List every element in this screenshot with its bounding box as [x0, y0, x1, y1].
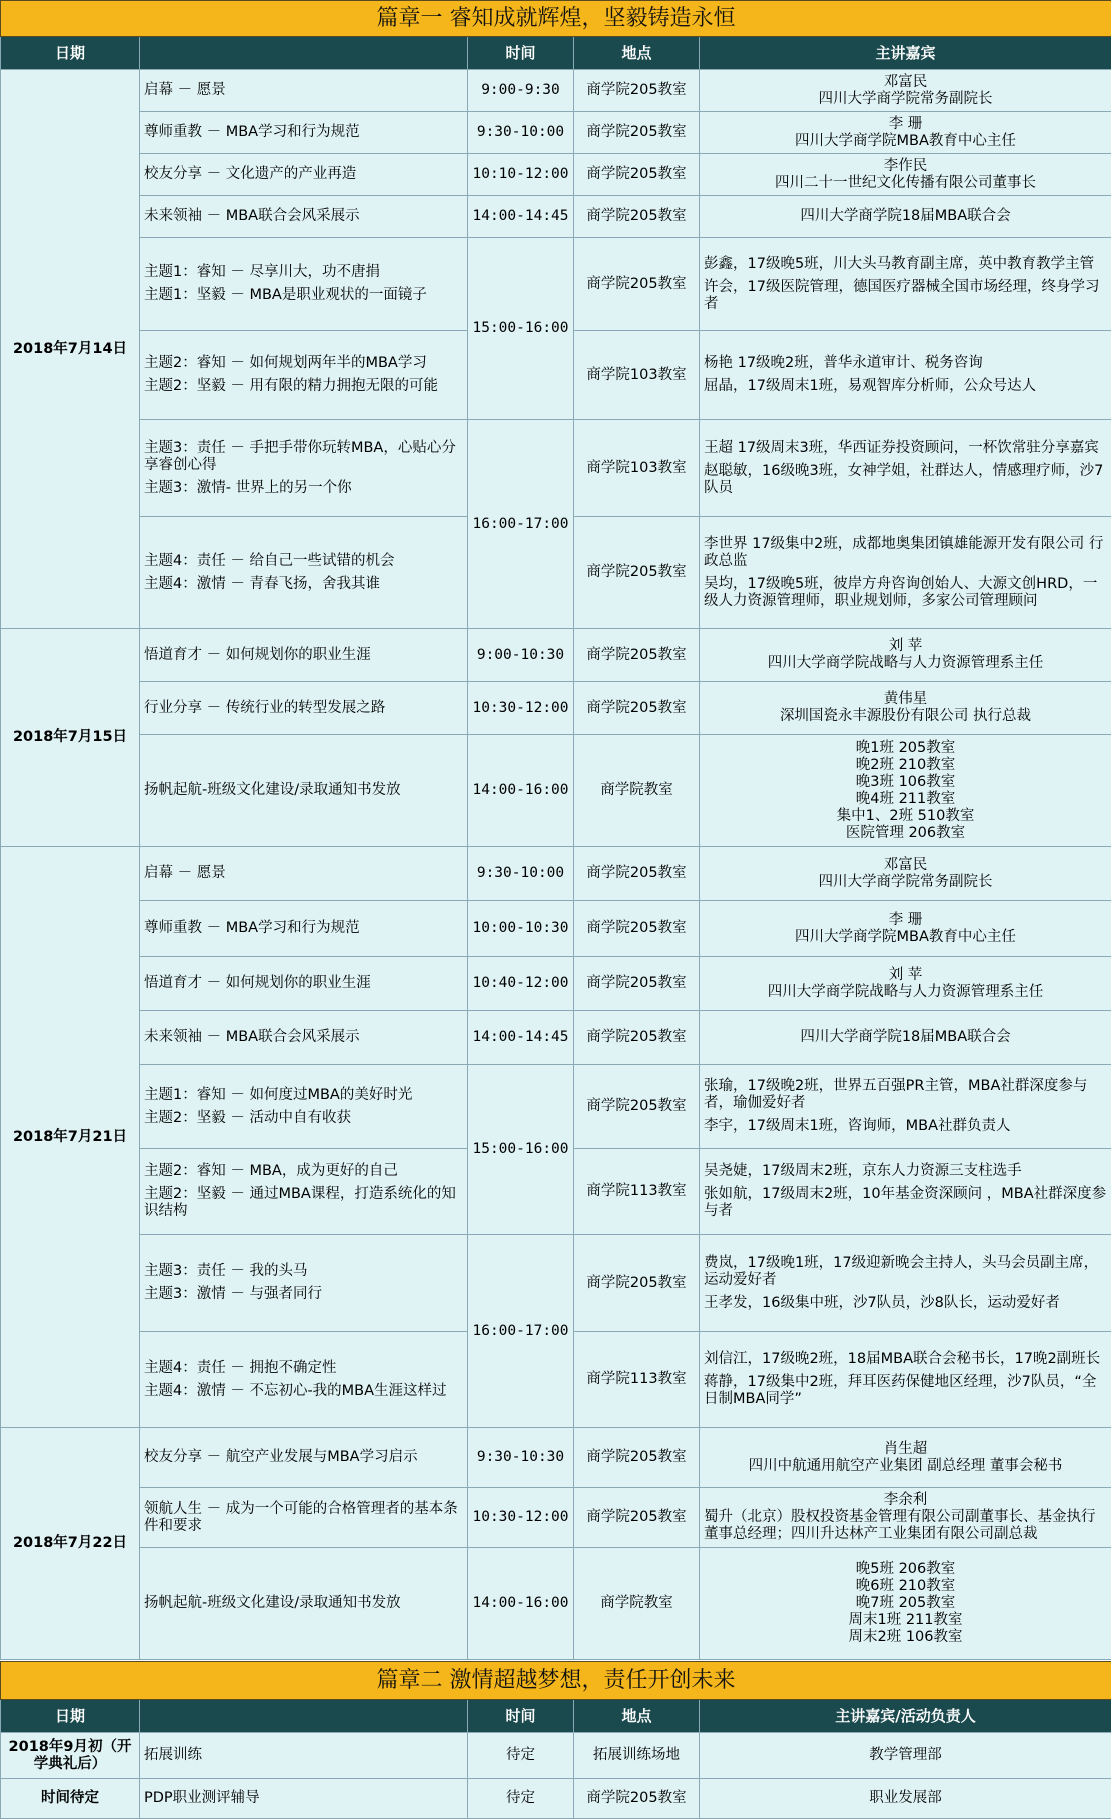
header-location: 地点 [574, 37, 700, 70]
date-cell: 2018年7月15日 [1, 629, 140, 847]
speaker-cell [700, 154, 1111, 196]
item-cell [140, 238, 468, 331]
item-cell: 领航人生 － 成为一个可能的合格管理者的基本条件和要求 [140, 1488, 468, 1548]
table-row [1, 112, 1111, 154]
header-date: 日期 [1, 1700, 140, 1733]
speaker-name: 邓富民 [883, 73, 928, 90]
table-row [1, 238, 1111, 331]
topic-line: 主题1：睿知 － 如何度过MBA的美好时光 [144, 1086, 413, 1103]
location-cell: 商学院205教室 [574, 1011, 700, 1065]
speaker-name: 李 珊 [888, 115, 923, 132]
table-row [1, 1733, 1111, 1779]
time-cell: 14:00-14:45 [468, 1011, 574, 1065]
speaker-line: 张如航，17级周末2班，10年基金资深顾问 ，MBA社群深度参与者 [704, 1186, 1107, 1219]
time-cell: 待定 [468, 1733, 574, 1779]
table-row [1, 957, 1111, 1011]
speaker-cell [700, 957, 1111, 1011]
speaker-cell [700, 901, 1111, 957]
speaker-cell [700, 70, 1111, 112]
speaker-cell [700, 735, 1111, 847]
item-cell [140, 1235, 468, 1332]
speaker-cell [700, 1235, 1111, 1332]
speaker-cell [700, 847, 1111, 901]
chapter1-title: 篇章一 睿知成就辉煌，坚毅铸造永恒 [1, 1, 1111, 37]
topic-line: 主题2：睿知 － MBA，成为更好的自己 [144, 1163, 398, 1179]
speaker-name: 李 珊 [888, 911, 923, 928]
time-cell: 9:00-9:30 [468, 70, 574, 112]
topic-line: 主题3：责任 － 我的头马 [144, 1263, 308, 1279]
topic-line: 主题2：睿知 － 如何规划两年半的MBA学习 [144, 355, 427, 371]
item-cell: 尊师重教 － MBA学习和行为规范 [140, 901, 468, 957]
date-cell: 2018年7月14日 [1, 70, 140, 629]
location-cell: 商学院205教室 [574, 901, 700, 957]
speaker-cell [700, 1149, 1111, 1235]
item-cell: PDP职业测评辅导 [140, 1779, 468, 1819]
location-cell: 商学院205教室 [574, 238, 700, 331]
item-cell: 拓展训练 [140, 1733, 468, 1779]
table-row [1, 629, 1111, 682]
time-cell: 16:00-17:00 [468, 420, 574, 629]
speaker-cell [700, 517, 1111, 629]
location-cell: 商学院205教室 [574, 1488, 700, 1548]
speaker-line: 许会，17级医院管理，德国医疗器械全国市场经理，终身学习者 [704, 278, 1100, 312]
time-cell: 9:30-10:30 [468, 1428, 574, 1488]
table-row [1, 682, 1111, 735]
speaker-name: 黄伟星 [883, 691, 928, 707]
time-cell: 9:00-10:30 [468, 629, 574, 682]
location-cell: 商学院205教室 [574, 517, 700, 629]
table-row [1, 735, 1111, 847]
item-cell [140, 420, 468, 517]
item-cell: 悟道育才 － 如何规划你的职业生涯 [140, 629, 468, 682]
speaker-line: 屈晶，17级周末1班，易观智库分析师，公众号达人 [704, 378, 1037, 394]
time-cell: 15:00-16:00 [468, 1065, 574, 1235]
speaker-name: 李作民 [883, 157, 928, 174]
topic-line: 主题2：坚毅 － 活动中自有收获 [144, 1109, 351, 1126]
time-cell: 16:00-17:00 [468, 1235, 574, 1428]
speaker-name: 刘 苹 [888, 638, 923, 654]
item-cell [140, 1149, 468, 1235]
time-cell: 14:00-16:00 [468, 735, 574, 847]
time-cell: 10:30-12:00 [468, 1488, 574, 1548]
speaker-name: 刘 苹 [888, 966, 923, 983]
speaker-cell [700, 1428, 1111, 1488]
item-cell: 未来领袖 － MBA联合会风采展示 [140, 1011, 468, 1065]
speaker-cell [700, 331, 1111, 420]
speaker-title: 四川大学商学院MBA教育中心主任 [795, 132, 1016, 149]
room-assignment: 晚5班 206教室 [855, 1561, 956, 1577]
time-cell: 9:30-10:00 [468, 112, 574, 154]
time-cell: 9:30-10:00 [468, 847, 574, 901]
item-cell [140, 1332, 468, 1428]
speaker-line: 蒋静，17级集中2班，拜耳医药保健地区经理，沙7队员，“全日制MBA同学” [704, 1374, 1097, 1407]
speaker-line: 王超 17级周末3班，华西证券投资顾问，一杯饮常驻分享嘉宾 [704, 439, 1099, 456]
room-assignment: 周末2班 106教室 [848, 1629, 963, 1645]
header-speaker: 主讲嘉宾 [700, 37, 1111, 70]
speaker-cell [700, 420, 1111, 517]
topic-line: 主题4：激情 － 不忘初心-我的MBA生涯这样过 [144, 1382, 447, 1399]
header-location: 地点 [574, 1700, 700, 1733]
table-row [1, 1011, 1111, 1065]
speaker-cell [700, 112, 1111, 154]
speaker-cell [700, 238, 1111, 331]
location-cell: 商学院205教室 [574, 1065, 700, 1149]
time-cell: 10:10-12:00 [468, 154, 574, 196]
room-assignment: 晚4班 211教室 [855, 790, 956, 807]
location-cell: 商学院205教室 [574, 847, 700, 901]
location-cell: 商学院205教室 [574, 70, 700, 112]
topic-line: 主题3：激情 － 与强者同行 [144, 1286, 322, 1302]
table-row [1, 154, 1111, 196]
room-assignment: 医院管理 206教室 [845, 824, 966, 841]
topic-line: 主题1：睿知 － 尽享川大，功不唐捐 [144, 264, 380, 280]
speaker-line: 杨艳 17级晚2班，普华永道审计、税务咨询 [704, 355, 983, 371]
room-assignment: 晚3班 106教室 [855, 773, 956, 790]
speaker-line: 费岚，17级晚1班，17级迎新晚会主持人，头马会员副主席，运动爱好者 [704, 1254, 1099, 1288]
table-row [1, 1065, 1111, 1149]
time-cell: 10:30-12:00 [468, 682, 574, 735]
item-cell: 启幕 － 愿景 [140, 70, 468, 112]
speaker-line: 李宇，17级周末1班，咨询师，MBA社群负责人 [704, 1118, 1011, 1134]
speaker-line: 张瑜，17级晚2班，世界五百强PR主管，MBA社群深度参与者，瑜伽爱好者 [704, 1078, 1088, 1111]
topic-line: 主题3：责任 － 手把手带你玩转MBA，心贴心分享睿创心得 [144, 439, 456, 473]
item-cell: 校友分享 － 航空产业发展与MBA学习启示 [140, 1428, 468, 1488]
table-row [1, 1779, 1111, 1819]
location-cell: 商学院教室 [574, 1548, 700, 1660]
table-row [1, 196, 1111, 238]
location-cell: 商学院113教室 [574, 1332, 700, 1428]
speaker-title: 四川中航通用航空产业集团 副总经理 董事会秘书 [748, 1457, 1063, 1474]
speaker-name: 邓富民 [883, 856, 928, 873]
location-cell: 商学院113教室 [574, 1149, 700, 1235]
topic-line: 主题1：坚毅 － MBA是职业观状的一面镜子 [144, 287, 427, 303]
item-cell: 校友分享 － 文化遗产的产业再造 [140, 154, 468, 196]
room-assignment: 晚7班 205教室 [855, 1595, 956, 1611]
item-cell [140, 331, 468, 420]
location-cell: 商学院205教室 [574, 629, 700, 682]
date-cell: 2018年7月21日 [1, 847, 140, 1428]
time-cell: 待定 [468, 1779, 574, 1819]
location-cell: 商学院205教室 [574, 112, 700, 154]
time-cell: 15:00-16:00 [468, 238, 574, 420]
speaker-line: 刘信江，17级晚2班，18届MBA联合会秘书长，17晚2副班长 [704, 1351, 1101, 1367]
speaker-line: 王孝发，16级集中班，沙7队员，沙8队长，运动爱好者 [704, 1294, 1060, 1311]
date-cell: 时间待定 [1, 1779, 140, 1819]
speaker-line: 吴尧婕，17级周末2班，京东人力资源三支柱选手 [704, 1163, 1022, 1179]
header-date: 日期 [1, 37, 140, 70]
speaker-cell [700, 1332, 1111, 1428]
speaker-cell [700, 629, 1111, 682]
table-row [1, 901, 1111, 957]
location-cell: 商学院103教室 [574, 331, 700, 420]
location-cell: 商学院教室 [574, 735, 700, 847]
item-cell: 悟道育才 － 如何规划你的职业生涯 [140, 957, 468, 1011]
speaker-cell: 四川大学商学院18届MBA联合会 [700, 1011, 1111, 1065]
topic-line: 主题4：激情 － 青春飞扬，舍我其谁 [144, 575, 380, 592]
location-cell: 商学院205教室 [574, 957, 700, 1011]
item-cell: 行业分享 － 传统行业的转型发展之路 [140, 682, 468, 735]
speaker-title: 四川大学商学院常务副院长 [818, 90, 993, 107]
location-cell: 商学院205教室 [574, 1235, 700, 1332]
time-cell: 14:00-16:00 [468, 1548, 574, 1660]
speaker-cell [700, 1065, 1111, 1149]
location-cell: 商学院205教室 [574, 1779, 700, 1819]
item-cell [140, 517, 468, 629]
table-row [1, 1488, 1111, 1548]
table-row [1, 70, 1111, 112]
item-cell: 扬帆起航-班级文化建设/录取通知书发放 [140, 735, 468, 847]
item-cell: 未来领袖 － MBA联合会风采展示 [140, 196, 468, 238]
table-row [1, 1548, 1111, 1660]
speaker-title: 四川大学商学院战略与人力资源管理系主任 [767, 983, 1044, 1000]
speaker-name: 肖生超 [883, 1440, 928, 1457]
speaker-line: 李世界 17级集中2班，成都地奥集团镇雄能源开发有限公司 行政总监 [704, 535, 1104, 569]
speaker-title: 四川大学商学院MBA教育中心主任 [795, 928, 1016, 945]
header-time: 时间 [468, 1700, 574, 1733]
table-row [1, 847, 1111, 901]
topic-line: 主题2：坚毅 － 用有限的精力拥抱无限的可能 [144, 378, 438, 394]
header-speaker: 主讲嘉宾/活动负责人 [700, 1700, 1111, 1733]
location-cell: 商学院103教室 [574, 420, 700, 517]
table-row [1, 1235, 1111, 1332]
speaker-cell: 教学管理部 [700, 1733, 1111, 1779]
table-row [1, 420, 1111, 517]
header-item [140, 1700, 468, 1733]
room-assignment: 晚2班 210教室 [855, 756, 956, 773]
time-cell: 10:40-12:00 [468, 957, 574, 1011]
item-cell: 启幕 － 愿景 [140, 847, 468, 901]
header-time: 时间 [468, 37, 574, 70]
location-cell: 商学院205教室 [574, 154, 700, 196]
topic-line: 主题3：激情- 世界上的另一个你 [144, 479, 352, 496]
speaker-title: 蜀升（北京）股权投资基金管理有限公司副董事长、基金执行董事总经理；四川升达林产工业集团有限公司副总裁 [704, 1509, 1096, 1542]
header-item [140, 37, 468, 70]
room-assignment: 晚1班 205教室 [855, 739, 956, 756]
topic-line: 主题4：责任 － 给自己一些试错的机会 [144, 552, 395, 569]
speaker-title: 四川二十一世纪文化传播有限公司董事长 [775, 174, 1036, 191]
room-assignment: 集中1、2班 510教室 [836, 807, 975, 824]
speaker-line: 彭鑫，17级晚5班，川大头马教育副主席，英中教育教学主管 [704, 255, 1095, 272]
location-cell: 拓展训练场地 [574, 1733, 700, 1779]
speaker-line: 赵聪敏，16级晚3班，女神学姐，社群达人，情感理疗师，沙7队员 [704, 462, 1104, 496]
time-cell: 10:00-10:30 [468, 901, 574, 957]
speaker-cell [700, 682, 1111, 735]
speaker-cell: 四川大学商学院18届MBA联合会 [700, 196, 1111, 238]
item-cell [140, 1065, 468, 1149]
chapter2-table [0, 1661, 1111, 1819]
room-assignment: 周末1班 211教室 [848, 1612, 963, 1628]
speaker-name: 李余利 [883, 1492, 928, 1508]
speaker-cell: 职业发展部 [700, 1779, 1111, 1819]
speaker-cell [700, 1548, 1111, 1660]
speaker-title: 四川大学商学院常务副院长 [818, 873, 993, 890]
room-assignment: 晚6班 210教室 [855, 1578, 956, 1594]
speaker-title: 四川大学商学院战略与人力资源管理系主任 [767, 655, 1044, 671]
topic-line: 主题2：坚毅 － 通过MBA课程，打造系统化的知识结构 [144, 1186, 456, 1219]
location-cell: 商学院205教室 [574, 196, 700, 238]
item-cell: 尊师重教 － MBA学习和行为规范 [140, 112, 468, 154]
location-cell: 商学院205教室 [574, 1428, 700, 1488]
date-cell: 2018年7月22日 [1, 1428, 140, 1660]
table-row [1, 1428, 1111, 1488]
speaker-title: 深圳国瓷永丰源股份有限公司 执行总裁 [779, 708, 1032, 724]
item-cell: 扬帆起航-班级文化建设/录取通知书发放 [140, 1548, 468, 1660]
speaker-cell [700, 1488, 1111, 1548]
time-cell: 14:00-14:45 [468, 196, 574, 238]
topic-line: 主题4：责任 － 拥抱不确定性 [144, 1359, 337, 1376]
location-cell: 商学院205教室 [574, 682, 700, 735]
chapter2-title: 篇章二 激情超越梦想，责任开创未来 [1, 1662, 1111, 1700]
date-cell: 2018年9月初（开学典礼后） [1, 1733, 140, 1779]
speaker-line: 吴均，17级晚5班，彼岸方舟咨询创始人、大源文创HRD，一级人力资源管理师，职业规划师，多家公司管理顾问 [704, 575, 1098, 609]
